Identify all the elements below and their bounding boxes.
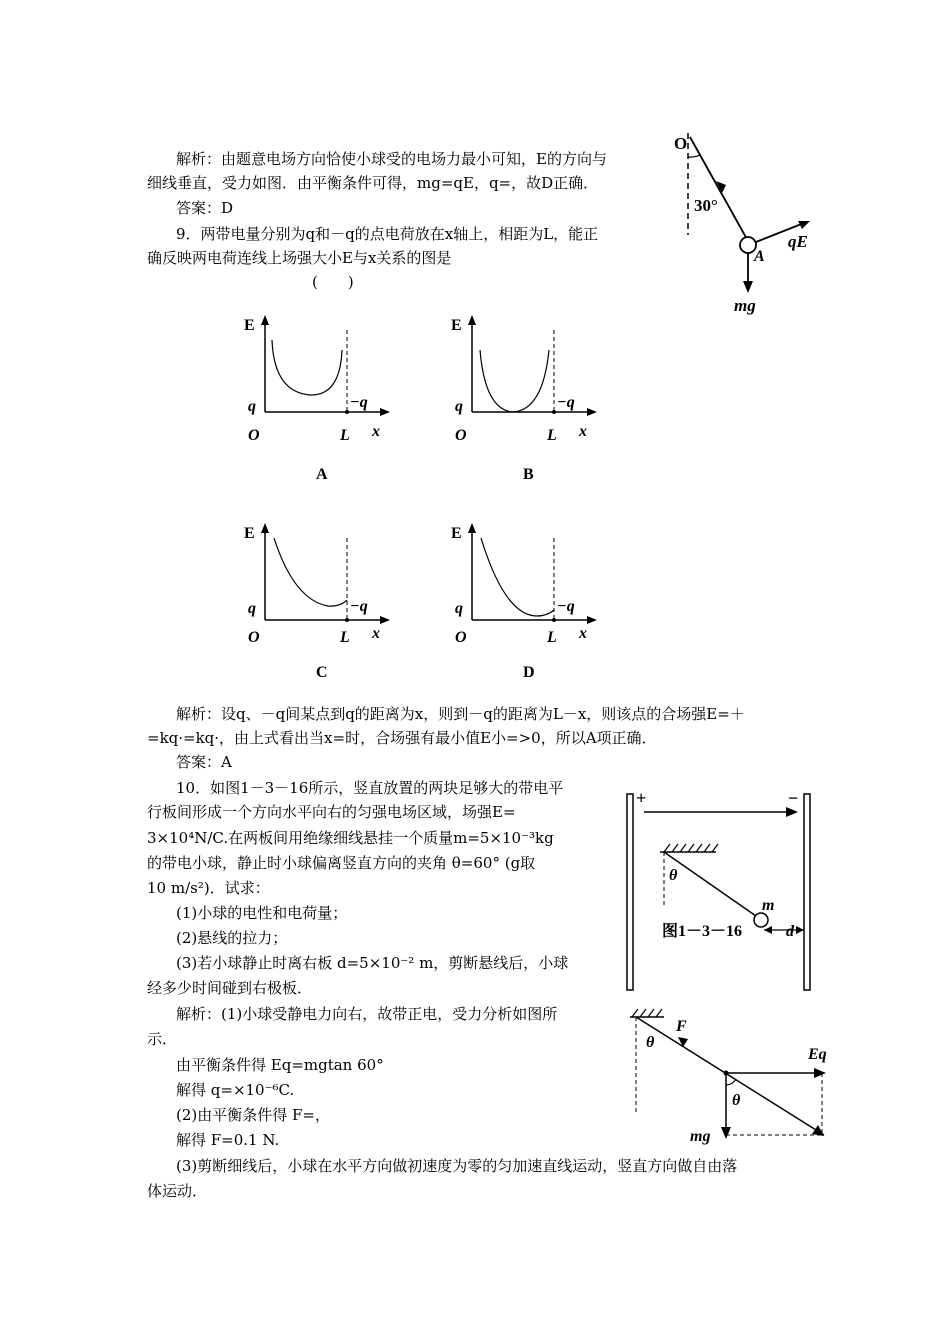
q10-analysis-line1: 解析：(1)小球受静电力向右，故带正电，受力分析如图所 [176,1005,558,1023]
fig10b-theta-top: θ [646,1034,655,1051]
graph-d-label-q: q [455,600,463,617]
graph-c-axis-E: E [244,525,255,542]
fig10-d: d [786,923,794,940]
q10-eq4: 解得 F=0.1 N. [176,1131,280,1149]
graph-a-origin: O [248,427,260,444]
option-d-label: D [523,664,535,681]
graph-c-label-L: L [340,629,350,646]
fig10b-F: F [676,1018,687,1035]
fig8-label-mg: mg [734,296,756,315]
q10-eq3: (2)由平衡条件得 F=， [176,1106,330,1124]
fig10-minus: − [788,788,799,808]
graph-b-label-q: q [455,398,463,415]
fig8-label-angle: 30° [694,196,718,215]
q10-eq2: 解得 q=×10⁻⁶C. [176,1081,295,1099]
graph-c-label-q: q [248,600,256,617]
graph-c-label-neg-q: −q [350,598,368,615]
graph-b-origin: O [455,427,467,444]
q9-analysis-line2: =kq·=kq·，由上式看出当x=时，合场强有最小值E小=>0，所以A项正确． [147,729,657,747]
graph-d [447,518,607,653]
graph-a-label-neg-q: −q [350,394,368,411]
graph-b-axis-x: x [579,423,587,440]
q10-stem-line2: 行板间形成一个方向水平向右的匀强电场区域，场强E= [147,803,516,821]
fig8-label-A: A [754,248,765,265]
q10-stem-line4: 的带电小球，静止时小球偏离竖直方向的夹角 θ=60° (g取 [147,854,536,872]
fig10-plus: + [636,788,647,808]
fig10b-mg: mg [690,1128,711,1145]
option-b-label: B [523,466,534,483]
q10-eq5: (3)剪断细线后，小球在水平方向做初速度为零的匀加速直线运动，竖直方向做自由落 [176,1157,738,1175]
graph-d-label-neg-q: −q [557,598,575,615]
graph-a-axis-E: E [244,317,255,334]
fig10-m: m [762,897,775,914]
q10-eq6: 体运动． [147,1182,208,1200]
q10-eq1: 由平衡条件得 Eq=mgtan 60° [176,1056,384,1074]
option-c-label: C [316,664,328,681]
graph-d-origin: O [455,629,467,646]
graph-a-label-q: q [248,398,256,415]
figure-1-3-16 [622,790,822,995]
graph-d-axis-E: E [451,525,462,542]
q8-force-diagram [660,125,850,325]
q9-answer: 答案：A [176,753,232,771]
graph-c [240,518,400,653]
q9-analysis-line1: 解析：设q、－q间某点到q的距离为x，则到－q的距离为L－x，则该点的合场强E=＋ [176,705,745,723]
q9-stem-line1: 9．两带电量分别为q和－q的点电荷放在x轴上，相距为L，能正 [176,225,599,243]
graph-a [240,310,400,445]
q8-analysis-line1: 解析：由题意电场方向恰使小球受的电场力最小可知，E的方向与 [176,150,607,168]
fig10-theta: θ [669,867,678,884]
q9-stem-line2: 确反映两电荷连线上场强大小E与x关系的图是 [147,249,452,267]
fig10b-Eq: Eq [808,1046,827,1063]
graph-b-label-neg-q: −q [557,394,575,411]
graph-a-axis-x: x [372,423,380,440]
q10-sub3-line1: (3)若小球静止时离右板 d=5×10⁻² m，剪断悬线后，小球 [176,954,569,972]
q8-answer: 答案：D [176,199,234,217]
graph-d-label-L: L [547,629,557,646]
q10-stem-line1: 10．如图1－3－16所示，竖直放置的两块足够大的带电平 [176,779,564,797]
fig10b-theta-bottom: θ [732,1092,741,1109]
q8-analysis-line2: 细线垂直，受力如图．由平衡条件可得，mg=qE，q=，故D正确． [147,174,599,192]
fig8-label-O: O [674,134,688,153]
graph-a-label-L: L [340,427,350,444]
graph-b-axis-E: E [451,317,462,334]
q10-force-diagram [622,1005,842,1145]
graph-c-axis-x: x [372,625,380,642]
q10-stem-line5: 10 m/s²)．试求： [147,879,270,897]
fig10-caption: 图1－3－16 [662,923,743,940]
graph-d-axis-x: x [579,625,587,642]
q10-sub2: (2)悬线的拉力； [176,929,288,947]
q10-sub1: (1)小球的电性和电荷量； [176,904,348,922]
graph-c-origin: O [248,629,260,646]
fig8-label-qE: qE [788,232,808,251]
q9-answer-bracket: ( ) [312,273,354,291]
graph-b-label-L: L [547,427,557,444]
q10-sub3-line2: 经多少时间碰到右极板． [147,979,313,997]
q10-analysis-line2: 示． [147,1030,178,1048]
option-a-label: A [316,466,328,483]
graph-b [447,310,607,445]
q10-stem-line3: 3×10⁴N/C.在两板间用绝缘细线悬挂一个质量m=5×10⁻³kg [147,829,554,847]
